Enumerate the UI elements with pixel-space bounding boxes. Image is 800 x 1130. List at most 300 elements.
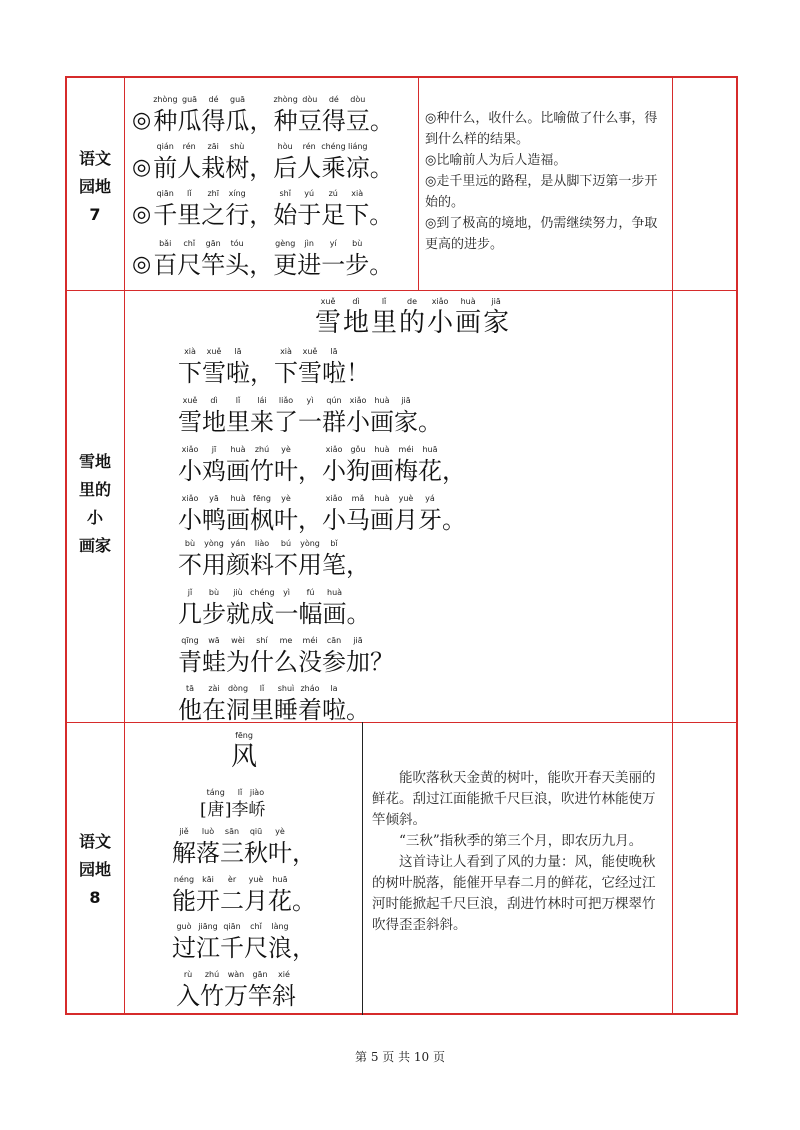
punctuation: ，: [298, 506, 322, 534]
pinyin: yòng: [204, 539, 224, 548]
hanzi: 鸭: [202, 506, 226, 534]
pinyin: bǐ: [330, 539, 338, 548]
hanzi-with-pinyin: [250, 493, 274, 535]
pinyin: gān: [205, 239, 221, 248]
pinyin: lǐ: [186, 189, 192, 198]
hanzi-with-pinyin: [231, 787, 248, 821]
pinyin: lǐ: [381, 297, 387, 306]
hanzi: 群: [322, 408, 346, 436]
pinyin: bù: [208, 588, 220, 597]
hanzi: 地: [343, 308, 370, 338]
hanzi-with-pinyin: [172, 826, 196, 868]
hanzi-with-pinyin: [172, 874, 196, 916]
pinyin: yì: [283, 588, 291, 597]
hanzi: 瓜: [225, 107, 250, 135]
pinyin: zài: [208, 684, 220, 693]
row3-poem-divider: [362, 722, 363, 1015]
hanzi-with-pinyin: [346, 141, 370, 183]
idiom-notes: [425, 108, 665, 255]
pinyin: zhòng: [153, 95, 178, 104]
hanzi: 叶: [274, 506, 298, 534]
pinyin: huà: [374, 396, 390, 405]
hanzi: 不: [178, 551, 202, 579]
pinyin: yòng: [300, 539, 320, 548]
hanzi-with-pinyin: [248, 787, 265, 821]
hanzi: 没: [298, 648, 322, 676]
pinyin: zháo: [300, 684, 320, 693]
hanzi: 雪: [298, 359, 322, 387]
hanzi: 豆: [297, 107, 322, 135]
hanzi-with-pinyin: [196, 826, 220, 868]
pinyin: fú: [306, 588, 315, 597]
hanzi-with-pinyin: [292, 921, 316, 963]
hanzi-with-pinyin: [369, 238, 393, 280]
pinyin: qiū: [249, 827, 263, 836]
hanzi: 月: [394, 506, 418, 534]
hanzi: 浪: [268, 934, 292, 962]
hanzi-with-pinyin: [268, 921, 292, 963]
poem-explanation: [372, 768, 664, 936]
hanzi: 竹: [200, 982, 224, 1010]
hanzi-with-pinyin: [322, 94, 346, 136]
hanzi: 能: [172, 887, 196, 915]
hanzi-with-pinyin: [178, 395, 202, 437]
pinyin: dòu: [350, 95, 366, 104]
hanzi: 下: [178, 359, 202, 387]
hanzi: 前: [153, 154, 178, 182]
pinyin: xiǎo: [325, 445, 343, 454]
hanzi: 斜: [272, 982, 296, 1010]
pinyin: huà: [327, 588, 343, 597]
punctuation: 。: [418, 408, 442, 436]
pinyin: xiǎo: [325, 494, 343, 503]
hanzi: 足: [321, 201, 346, 229]
pinyin: de: [407, 297, 418, 306]
hanzi-with-pinyin: [275, 587, 299, 629]
pinyin: yán: [230, 539, 246, 548]
pinyin: xià: [351, 189, 364, 198]
pinyin: rù: [183, 970, 193, 979]
hanzi-with-pinyin: [250, 94, 274, 136]
column-divider-label: [124, 76, 125, 1015]
hanzi: 啦: [226, 359, 250, 387]
hanzi-with-pinyin: [322, 493, 346, 535]
poem-line: [178, 635, 394, 677]
pinyin: qián: [156, 142, 174, 151]
hanzi: 种: [153, 107, 178, 135]
hanzi: 一: [298, 408, 322, 436]
hanzi-with-pinyin: [298, 538, 322, 580]
hanzi-with-pinyin: [250, 395, 274, 437]
hanzi-with-pinyin: [178, 587, 202, 629]
note-1: ◎种什么，收什么。比喻做了什么事，得到什么样的结果。: [425, 111, 658, 147]
pinyin: méi: [302, 636, 318, 645]
hanzi-with-pinyin: [321, 188, 345, 230]
pinyin: jiā: [401, 396, 411, 405]
pinyin: chéng: [321, 142, 346, 151]
hanzi-with-pinyin: [346, 683, 370, 725]
idiom-line: [132, 94, 394, 136]
pinyin: shuì: [277, 684, 295, 693]
explanation-para-2: “三秋”指秋季的第三个月，即农历九月。: [399, 833, 643, 849]
hanzi-with-pinyin: [292, 874, 316, 916]
pinyin: wèi: [231, 636, 245, 645]
hanzi-with-pinyin: [394, 395, 418, 437]
explanation-para-1: 能吹落秋天金黄的树叶，能吹开春天美丽的鲜花。刮过江面能掀千尺巨浪，吹进竹林能使万竿倾斜。: [372, 770, 656, 828]
hanzi-with-pinyin: [323, 587, 347, 629]
hanzi-with-pinyin: [202, 395, 226, 437]
punctuation: 。: [346, 600, 371, 628]
hanzi: 步: [202, 600, 226, 628]
hanzi: 步: [345, 251, 370, 279]
punctuation: ，: [298, 457, 322, 485]
hanzi-with-pinyin: [418, 395, 442, 437]
pinyin: tóu: [230, 239, 244, 248]
poem-author: [200, 787, 265, 821]
hanzi-with-pinyin: [346, 538, 370, 580]
hanzi-with-pinyin: [250, 444, 274, 486]
hanzi-with-pinyin: [273, 238, 297, 280]
hanzi: 种: [273, 107, 298, 135]
hanzi-with-pinyin: [369, 188, 393, 230]
poem-line: [172, 826, 316, 868]
hanzi-with-pinyin: [322, 683, 346, 725]
hanzi-with-pinyin: [250, 587, 275, 629]
hanzi-with-pinyin: [176, 969, 200, 1011]
hanzi: 青: [178, 648, 202, 676]
hanzi-with-pinyin: [250, 635, 274, 677]
hanzi: 进: [297, 251, 322, 279]
hanzi: [: [200, 800, 207, 820]
hanzi: 用: [298, 551, 322, 579]
pinyin: liáng: [348, 142, 368, 151]
pinyin: jǐ: [187, 588, 193, 597]
pinyin: huā: [272, 875, 288, 884]
note-2: ◎比喻前人为后人造福。: [425, 153, 567, 168]
lesson-title: [314, 296, 510, 338]
punctuation: ，: [292, 934, 316, 962]
hanzi: 叶: [268, 839, 292, 867]
pinyin: guā: [229, 95, 246, 104]
bullet-mark: ◎: [132, 155, 152, 180]
punctuation: 。: [346, 696, 370, 724]
hanzi: 幅: [298, 600, 323, 628]
hanzi-with-pinyin: [273, 188, 297, 230]
hanzi-with-pinyin: [220, 826, 244, 868]
pinyin: liào: [254, 539, 270, 548]
hanzi-with-pinyin: [244, 826, 268, 868]
hanzi: 家: [483, 308, 510, 338]
hanzi-with-pinyin: [399, 296, 425, 338]
column-divider-right: [672, 76, 673, 1015]
hanzi-with-pinyin: [225, 238, 249, 280]
hanzi-with-pinyin: [178, 346, 202, 388]
poem-line: [178, 493, 466, 535]
hanzi-with-pinyin: [226, 587, 250, 629]
pinyin: qiān: [156, 189, 174, 198]
hanzi-with-pinyin: [274, 395, 298, 437]
hanzi: 么: [274, 648, 298, 676]
pinyin: lǐ: [259, 684, 265, 693]
pinyin: jìn: [304, 239, 314, 248]
hanzi-with-pinyin: [345, 188, 369, 230]
hanzi: 风: [231, 742, 258, 772]
pinyin: fēng: [253, 494, 271, 503]
poem-title: [230, 730, 258, 772]
hanzi-with-pinyin: [226, 346, 250, 388]
hanzi: 小: [346, 408, 370, 436]
hanzi: 了: [274, 408, 298, 436]
pinyin: jiào: [249, 788, 265, 797]
hanzi-with-pinyin: [274, 635, 298, 677]
pinyin: jiā: [491, 297, 501, 306]
pinyin: lā: [330, 347, 338, 356]
hanzi-with-pinyin: [394, 493, 418, 535]
hanzi: 唐: [207, 800, 225, 820]
pinyin: wàn: [227, 970, 245, 979]
hanzi: ]: [224, 800, 232, 820]
hanzi-with-pinyin: [220, 874, 244, 916]
hanzi-with-pinyin: [225, 188, 249, 230]
hanzi-with-pinyin: [178, 538, 202, 580]
pinyin: zhī: [207, 189, 219, 198]
hanzi-with-pinyin: [231, 730, 257, 772]
pinyin: yuè: [248, 875, 264, 884]
poem-line: [178, 395, 442, 437]
hanzi-with-pinyin: [274, 94, 298, 136]
hanzi-with-pinyin: [268, 874, 292, 916]
hanzi: 小: [178, 506, 202, 534]
hanzi-with-pinyin: [370, 635, 394, 677]
hanzi-with-pinyin: [153, 188, 177, 230]
hanzi-with-pinyin: [272, 969, 296, 1011]
hanzi-with-pinyin: [201, 238, 225, 280]
idiom-line: [132, 141, 394, 183]
pinyin: xià: [184, 347, 196, 356]
hanzi: 落: [196, 839, 220, 867]
hanzi: 花: [418, 457, 442, 485]
hanzi: 竿: [201, 251, 226, 279]
pinyin: guā: [181, 95, 198, 104]
hanzi-with-pinyin: [226, 395, 250, 437]
pinyin: rén: [182, 142, 196, 151]
hanzi-with-pinyin: [298, 444, 322, 486]
hanzi: 峤: [248, 800, 266, 820]
hanzi-with-pinyin: [178, 635, 202, 677]
hanzi: 画: [370, 408, 394, 436]
pinyin: cān: [326, 636, 342, 645]
hanzi-with-pinyin: [202, 493, 226, 535]
pinyin: sān: [224, 827, 240, 836]
poem-line: [178, 683, 370, 725]
pinyin: xíng: [228, 189, 246, 198]
hanzi-with-pinyin: [394, 444, 418, 486]
hanzi-with-pinyin: [370, 395, 394, 437]
pinyin: zhú: [204, 970, 220, 979]
hanzi-with-pinyin: [249, 141, 273, 183]
pinyin: yá: [425, 494, 435, 503]
hanzi: 里: [371, 308, 398, 338]
hanzi: 三: [220, 839, 244, 867]
hanzi: 一: [274, 600, 299, 628]
hanzi-with-pinyin: [226, 444, 250, 486]
pinyin: xuě: [302, 347, 318, 356]
hanzi: 狗: [346, 457, 370, 485]
hanzi: 雪: [315, 308, 342, 338]
hanzi-with-pinyin: [202, 587, 226, 629]
hanzi-with-pinyin: [483, 296, 509, 338]
hanzi: 不: [274, 551, 298, 579]
hanzi: 啦: [322, 696, 346, 724]
hanzi-with-pinyin: [207, 787, 225, 821]
hanzi: 百: [153, 251, 178, 279]
punctuation: 。: [292, 887, 316, 915]
hanzi: 用: [202, 551, 226, 579]
punctuation: 。: [442, 506, 466, 534]
pinyin: jiāng: [198, 922, 218, 931]
hanzi: 就: [226, 600, 250, 628]
punctuation: ，: [250, 359, 274, 387]
hanzi: 画: [370, 457, 394, 485]
hanzi: 他: [178, 696, 202, 724]
hanzi-with-pinyin: [455, 296, 481, 338]
hanzi: 叶: [274, 457, 298, 485]
hanzi-with-pinyin: [274, 346, 298, 388]
hanzi-with-pinyin: [250, 346, 274, 388]
hanzi-with-pinyin: [202, 538, 226, 580]
hanzi: 豆: [345, 107, 370, 135]
hanzi: 画: [322, 600, 347, 628]
hanzi-with-pinyin: [418, 493, 442, 535]
pinyin: xiǎo: [431, 297, 449, 306]
hanzi: 二: [220, 887, 244, 915]
poem-line: [178, 444, 466, 486]
hanzi: 尺: [244, 934, 268, 962]
hanzi: 下: [274, 359, 298, 387]
pinyin: kāi: [202, 875, 214, 884]
hanzi-with-pinyin: [225, 141, 249, 183]
hanzi-with-pinyin: [321, 141, 346, 183]
hanzi-with-pinyin: [220, 921, 244, 963]
hanzi: 枫: [250, 506, 274, 534]
hanzi: 尺: [177, 251, 202, 279]
hanzi-with-pinyin: [172, 921, 196, 963]
pinyin: xuě: [206, 347, 222, 356]
pinyin: bù: [184, 539, 196, 548]
hanzi: 梅: [394, 457, 418, 485]
hanzi: 笔: [322, 551, 346, 579]
pinyin: xià: [280, 347, 292, 356]
pinyin: xié: [278, 970, 290, 979]
poem-line: [178, 346, 370, 388]
pinyin: jiě: [179, 827, 189, 836]
hanzi: 过: [172, 934, 196, 962]
hanzi-with-pinyin: [249, 238, 273, 280]
hanzi-with-pinyin: [244, 921, 268, 963]
hanzi-with-pinyin: [202, 444, 226, 486]
hanzi-with-pinyin: [297, 141, 321, 183]
poem-line: [172, 874, 316, 916]
hanzi: 着: [298, 696, 322, 724]
pinyin: zāi: [207, 142, 219, 151]
hanzi-with-pinyin: [274, 683, 298, 725]
hanzi-with-pinyin: [201, 141, 225, 183]
hanzi-with-pinyin: [370, 444, 394, 486]
hanzi-with-pinyin: [274, 538, 298, 580]
hanzi-with-pinyin: [202, 94, 226, 136]
hanzi: 花: [268, 887, 292, 915]
hanzi: 鸡: [202, 457, 226, 485]
pinyin: xiǎo: [181, 445, 199, 454]
hanzi: 栽: [201, 154, 226, 182]
hanzi: 入: [176, 982, 200, 1010]
pinyin: la: [330, 684, 338, 693]
hanzi: 之: [201, 201, 226, 229]
hanzi-with-pinyin: [322, 395, 346, 437]
hanzi-with-pinyin: [153, 238, 177, 280]
pinyin: làng: [271, 922, 289, 931]
hanzi-with-pinyin: [224, 969, 248, 1011]
pinyin: bù: [352, 239, 363, 248]
row2-label: 雪地 里的 小 画家: [78, 452, 111, 555]
hanzi-with-pinyin: [346, 346, 370, 388]
pinyin: tā: [185, 684, 195, 693]
hanzi: 画: [370, 506, 394, 534]
punctuation: ，: [346, 551, 370, 579]
poem-line: [178, 587, 371, 629]
hanzi: 画: [226, 457, 250, 485]
pinyin: dé: [328, 95, 339, 104]
punctuation: ，: [249, 201, 274, 229]
pinyin: chǐ: [250, 922, 262, 931]
pinyin: dì: [210, 396, 218, 405]
hanzi-with-pinyin: [322, 444, 346, 486]
hanzi: 的: [399, 308, 426, 338]
hanzi: 万: [224, 982, 248, 1010]
hanzi: 颜: [226, 551, 250, 579]
hanzi-with-pinyin: [274, 493, 298, 535]
hanzi: 牙: [418, 506, 442, 534]
hanzi-with-pinyin: [442, 444, 466, 486]
pinyin: èr: [227, 875, 237, 884]
hanzi: 小: [322, 457, 346, 485]
pinyin: shǐ: [279, 189, 291, 198]
pinyin: huà: [374, 445, 390, 454]
hanzi: 几: [178, 600, 202, 628]
hanzi: 竿: [248, 982, 272, 1010]
hanzi: 李: [231, 800, 249, 820]
pinyin: xuě: [182, 396, 198, 405]
punctuation: ，: [249, 154, 274, 182]
hanzi: 人: [177, 154, 202, 182]
pinyin: shù: [230, 142, 245, 151]
hanzi-with-pinyin: [178, 444, 202, 486]
hanzi-with-pinyin: [346, 444, 370, 486]
punctuation: ！: [346, 359, 370, 387]
hanzi-with-pinyin: [292, 826, 316, 868]
hanzi-with-pinyin: [248, 969, 272, 1011]
hanzi-with-pinyin: [346, 395, 370, 437]
hanzi: 画: [226, 506, 250, 534]
hanzi: 小: [178, 457, 202, 485]
pinyin: chǐ: [183, 239, 196, 248]
page-footer: 第 5 页 共 10 页: [355, 1050, 445, 1064]
hanzi: 睡: [274, 696, 298, 724]
hanzi-with-pinyin: [200, 969, 224, 1011]
hanzi: 秋: [244, 839, 268, 867]
pinyin: gèng: [275, 239, 296, 248]
hanzi-with-pinyin: [177, 141, 201, 183]
